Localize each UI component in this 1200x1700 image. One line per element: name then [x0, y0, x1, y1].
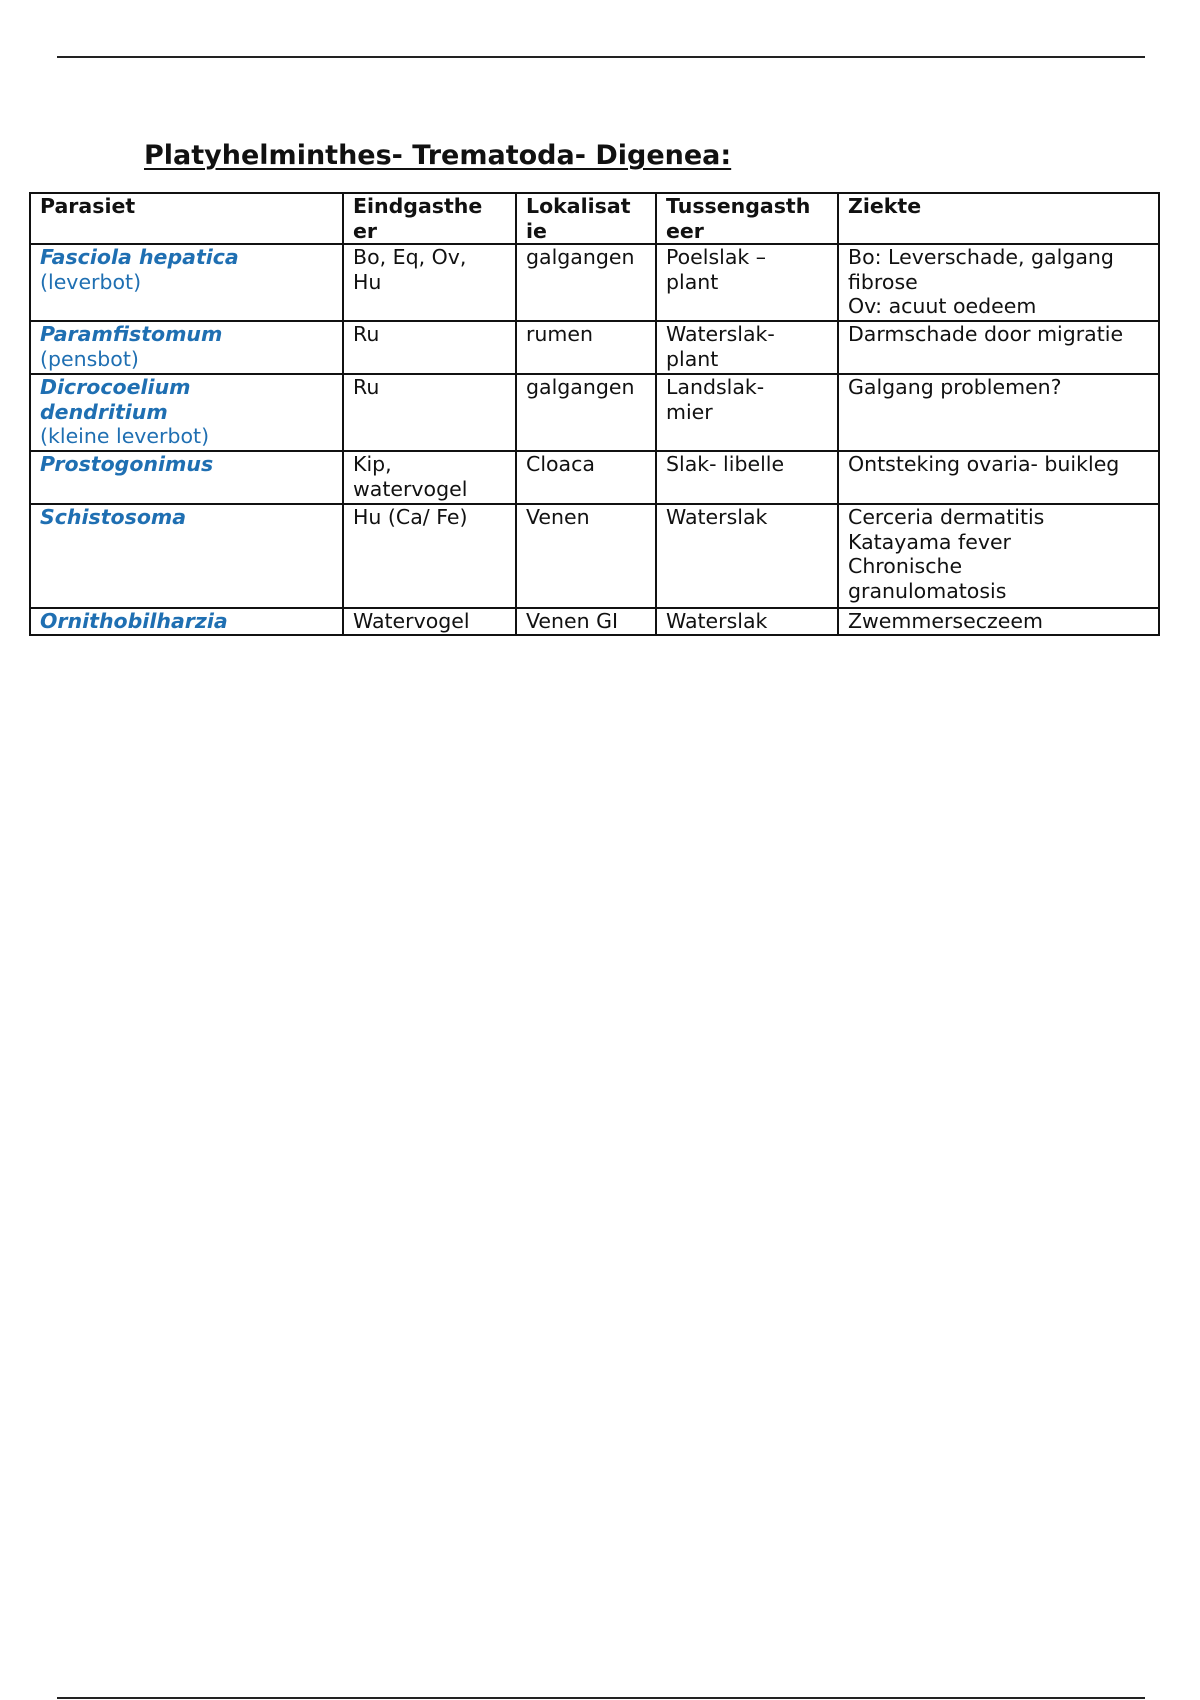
- parasite-cell: [30, 374, 343, 451]
- column-header-lokalisatie: Lokalisat ie: [516, 193, 656, 244]
- column-header-tussengastheer: Tussengasth eer: [656, 193, 838, 244]
- parasite-table: [29, 192, 1160, 636]
- table-row: [30, 504, 1159, 608]
- location-cell: Cloaca: [516, 451, 656, 504]
- parasite-latin-name: Ornithobilharzia: [40, 609, 228, 633]
- parasite-cell: [30, 321, 343, 374]
- table-header-row: [30, 193, 1159, 244]
- column-header-parasiet: Parasiet: [30, 193, 343, 244]
- parasite-cell: [30, 244, 343, 321]
- intermediate-host-cell: Slak- libelle: [656, 451, 838, 504]
- intermediate-host-cell: Landslak- mier: [656, 374, 838, 451]
- table-row: [30, 321, 1159, 374]
- location-cell: galgangen: [516, 374, 656, 451]
- disease-cell: Ontsteking ovaria- buikleg: [838, 451, 1159, 504]
- disease-cell: Cerceria dermatitis Katayama fever Chronische granulomatosis: [838, 504, 1159, 608]
- intermediate-host-cell: Poelslak – plant: [656, 244, 838, 321]
- host-cell: Kip, watervogel: [343, 451, 516, 504]
- parasite-cell: [30, 608, 343, 635]
- parasite-latin-name: Dicrocoelium dendritium: [40, 375, 191, 424]
- column-header-eindgastheer: Eindgasthe er: [343, 193, 516, 244]
- footer-rule: [57, 1697, 1145, 1699]
- table-row: [30, 451, 1159, 504]
- host-cell: Ru: [343, 321, 516, 374]
- host-cell: Bo, Eq, Ov, Hu: [343, 244, 516, 321]
- parasite-cell: [30, 504, 343, 608]
- header-rule: [57, 56, 1145, 58]
- column-header-ziekte: Ziekte: [838, 193, 1159, 244]
- parasite-latin-name: Fasciola hepatica: [40, 245, 239, 269]
- page-title: Platyhelminthes- Trematoda- Digenea:: [144, 140, 732, 171]
- location-cell: rumen: [516, 321, 656, 374]
- table-row: [30, 244, 1159, 321]
- parasite-latin-name: Prostogonimus: [40, 452, 214, 476]
- table-row: [30, 374, 1159, 451]
- intermediate-host-cell: Waterslak: [656, 608, 838, 635]
- host-cell: Hu (Ca/ Fe): [343, 504, 516, 608]
- parasite-cell: [30, 451, 343, 504]
- parasite-common-name: (kleine leverbot): [40, 424, 210, 448]
- intermediate-host-cell: Waterslak: [656, 504, 838, 608]
- host-cell: Ru: [343, 374, 516, 451]
- disease-cell: Darmschade door migratie: [838, 321, 1159, 374]
- disease-cell: Zwemmerseczeem: [838, 608, 1159, 635]
- parasite-common-name: (leverbot): [40, 269, 142, 294]
- disease-cell: Bo: Leverschade, galgang fibrose Ov: acuut oedeem: [838, 244, 1159, 321]
- parasite-common-name: (pensbot): [40, 346, 139, 371]
- intermediate-host-cell: Waterslak- plant: [656, 321, 838, 374]
- host-cell: Watervogel: [343, 608, 516, 635]
- location-cell: Venen GI: [516, 608, 656, 635]
- location-cell: galgangen: [516, 244, 656, 321]
- disease-cell: Galgang problemen?: [838, 374, 1159, 451]
- location-cell: Venen: [516, 504, 656, 608]
- parasite-latin-name: Paramfistomum: [40, 322, 223, 346]
- parasite-latin-name: Schistosoma: [40, 505, 187, 529]
- table-row: [30, 608, 1159, 635]
